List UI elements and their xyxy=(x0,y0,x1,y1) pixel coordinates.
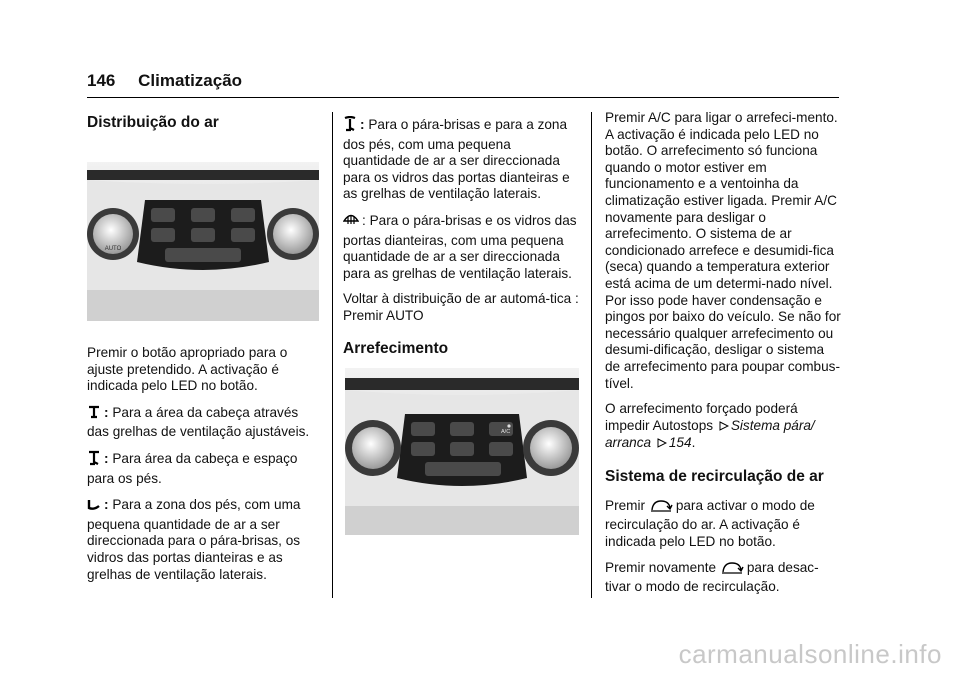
page-reference-arrow-icon xyxy=(657,436,667,453)
figure-ac-label: A/C xyxy=(501,429,511,435)
watermark: carmanualsonline.info xyxy=(678,639,942,669)
xref-link-stop-start[interactable]: Sistema pára/ arranca xyxy=(605,417,815,451)
section-heading-air-distribution: Distribuição do ar xyxy=(87,114,219,131)
column-2 xyxy=(343,116,581,370)
vent-feet-icon xyxy=(87,496,101,517)
climate-panel-figure-2 xyxy=(345,368,579,535)
vent-windshield-feet-icon xyxy=(343,116,357,137)
item-defrost: : Para o pára-brisas e os vidros das portas dianteiras, com uma pequena quantidade de ar a ser direccionada para as grelhas de ventilação laterais. xyxy=(343,212,577,281)
cross-reference-arrow-icon xyxy=(719,419,729,436)
chapter-title: Climatização xyxy=(138,71,243,90)
climate-panel-figure-1 xyxy=(87,162,319,321)
figure-auto-label: AUTO xyxy=(104,246,122,252)
xref-page-link[interactable]: 154 xyxy=(668,435,692,451)
column-divider-2 xyxy=(591,112,592,598)
item-vent-windshield-feet: : Para o pára-brisas e para a zona dos pés, com uma pequena quantidade de ar a ser direccionada para os vidros das portas dianteiras e as grelhas de ventilação laterais. xyxy=(343,117,570,202)
page-number: 146 xyxy=(87,71,116,90)
auto-return-paragraph: Voltar à distribuição de ar automá-tica : Premir AUTO xyxy=(343,291,579,323)
intro-paragraph: Premir o botão apropriado para o ajuste pretendido. A activação é indicada pelo LED no botão. xyxy=(87,345,288,394)
column-1 xyxy=(87,113,322,144)
ac-paragraph: Premir A/C para ligar o arrefeci-mento. A activação é indicada pelo LED no botão. O arrefecimento só funciona quando o motor estiver em funcionamento e a ventoinha da climatização estiver ligada. Premir A/C novamente para desligar o arrefecimento. O sistema de ar condicionado arrefece e desumidi-fica (seca) quando a temperatura exterior está acima de um determi-nado nível. Por isso pode haver condensação e pingos por baixo do veículo. Se não for necessário qualquer arrefecimento ou desumi-dificação, desligar o sistema de arrefecimento para poupar combus-tível. xyxy=(605,110,841,391)
vent-face-feet-icon xyxy=(87,450,101,471)
defrost-icon xyxy=(343,212,359,233)
recirculation-icon xyxy=(649,499,673,518)
section-heading-recirculation: Sistema de recirculação de ar xyxy=(605,467,824,485)
column-1-body xyxy=(87,345,322,592)
header-rule xyxy=(87,97,839,98)
item-vent-face: : Para a área da cabeça através das grelhas de ventilação ajustáveis. xyxy=(87,404,310,440)
recirculation-icon xyxy=(720,561,744,580)
recirc-off-paragraph: Premir novamente para desac-tivar o modo de recirculação. xyxy=(605,559,819,595)
item-vent-face-feet: : Para área da cabeça e espaço para os pés. xyxy=(87,450,298,486)
recirc-on-paragraph: Premir para activar o modo de recirculação do ar. A activação é indicada pelo LED no botão. xyxy=(605,497,815,550)
page-header xyxy=(87,70,839,92)
item-vent-feet: : Para a zona dos pés, com uma pequena quantidade de ar a ser direccionada para o pára-brisas, os vidros das portas dianteiras e as grelhas de ventilação laterais. xyxy=(87,497,301,582)
section-heading-cooling: Arrefecimento xyxy=(343,339,449,357)
vent-face-icon xyxy=(87,404,101,425)
forced-cooling-paragraph: O arrefecimento forçado poderá impedir Autostops Sistema pára/ arranca 154. xyxy=(605,401,841,453)
column-3 xyxy=(605,110,841,605)
column-divider-1 xyxy=(332,112,333,598)
